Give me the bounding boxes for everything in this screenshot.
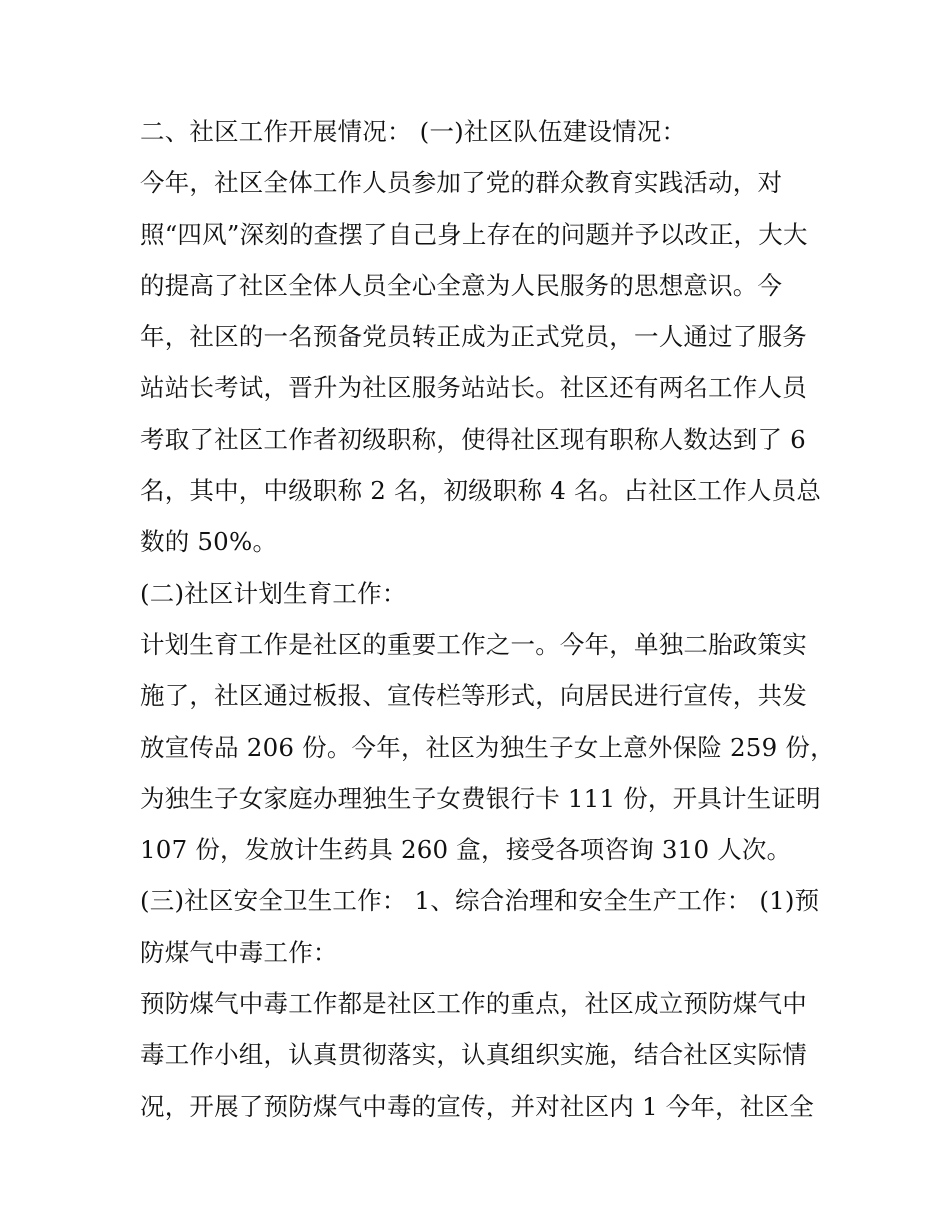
paragraph-line: 今年，社区全体工作人员参加了党的群众教育实践活动，对: [140, 168, 783, 198]
paragraph-line: 数的 50%。: [140, 527, 278, 557]
paragraph-line: 年，社区的一名预备党员转正成为正式党员，一人通过了服务: [140, 322, 807, 352]
paragraph-line: 施了，社区通过板报、宣传栏等形式，向居民进行宣传，共发: [140, 681, 807, 711]
paragraph-line: 况，开展了预防煤气中毒的宣传，并对社区内 1 今年，社区全: [140, 1091, 814, 1121]
paragraph-line: 预防煤气中毒工作都是社区工作的重点，社区成立预防煤气中: [140, 989, 807, 1019]
paragraph-line: 的提高了社区全体人员全心全意为人民服务的思想意识。今: [140, 270, 783, 300]
section-heading-community-work: 二、社区工作开展情况： (一)社区队伍建设情况：: [140, 117, 687, 146]
paragraph-line: 防煤气中毒工作：: [140, 937, 338, 967]
paragraph-line: 照“四风”深刻的查摆了自己身上存在的问题并予以改正，大大: [140, 219, 808, 249]
section-heading-safety-hygiene: (三)社区安全卫生工作： 1、综合治理和安全生产工作： (1)预: [140, 886, 820, 916]
paragraph-line: 毒工作小组，认真贯彻落实，认真组织实施，结合社区实际情: [140, 1040, 807, 1070]
paragraph-line: 放宣传品 206 份。今年，社区为独生子女上意外保险 259 份，: [140, 732, 835, 762]
paragraph-line: 站站长考试，晋升为社区服务站站长。社区还有两名工作人员: [140, 373, 807, 403]
paragraph-line: 107 份，发放计生药具 260 盒，接受各项咨询 310 人次。: [140, 835, 792, 865]
paragraph-line: 名，其中，中级职称 2 名，初级职称 4 名。占社区工作人员总: [140, 476, 822, 506]
paragraph-line: 为独生子女家庭办理独生子女费银行卡 111 份，开具计生证明: [140, 783, 821, 813]
paragraph-line: 计划生育工作是社区的重要工作之一。今年，单独二胎政策实: [140, 629, 807, 659]
paragraph-line: 考取了社区工作者初级职称，使得社区现有职称人数达到了 6: [140, 424, 806, 454]
body-text: [140, 106, 835, 1132]
section-heading-family-planning: (二)社区计划生育工作：: [140, 578, 407, 608]
